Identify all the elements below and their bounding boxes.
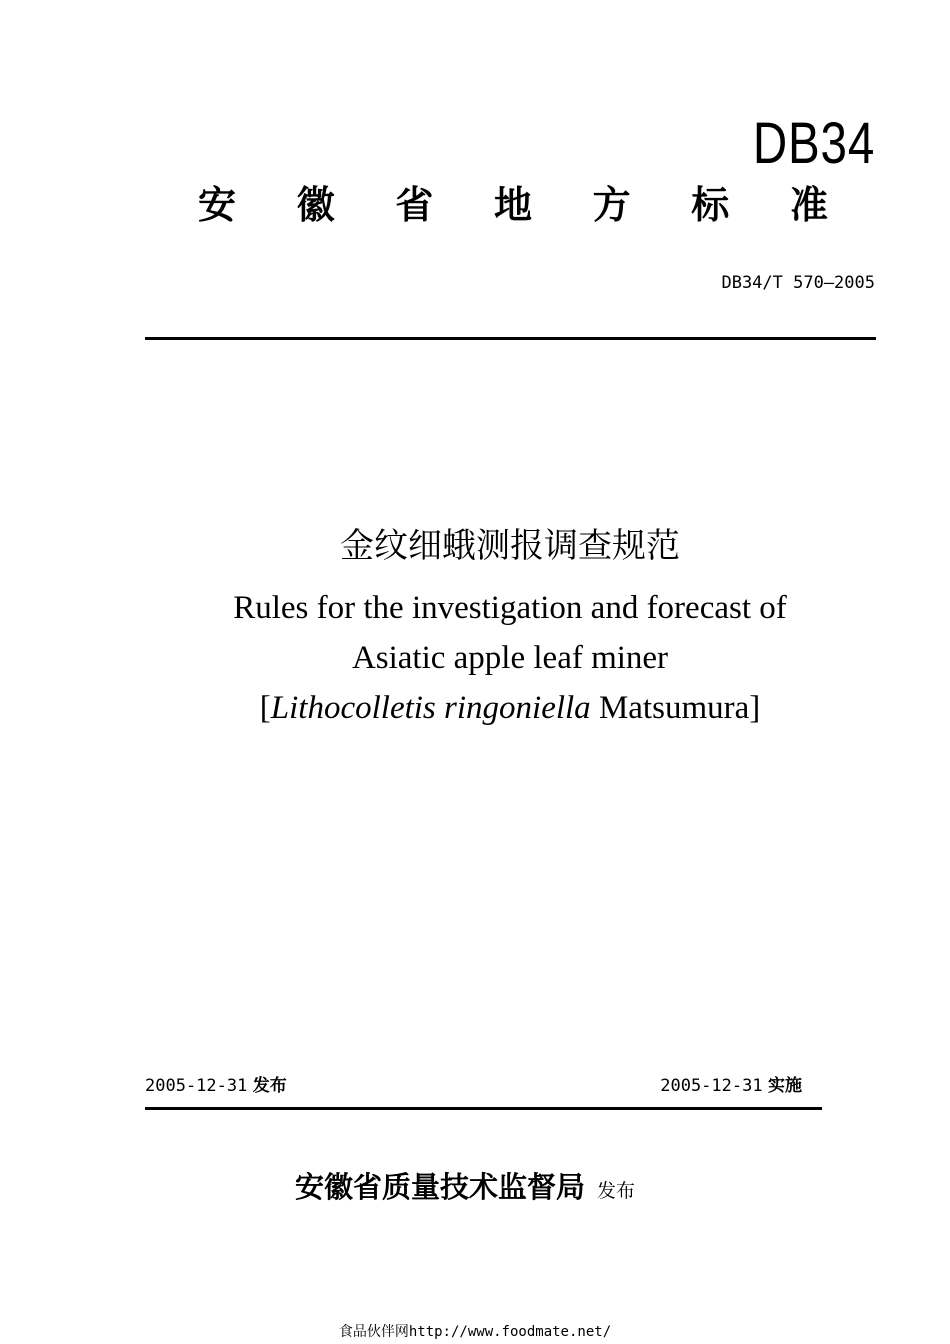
issue-date-label: 发布 [252,1076,287,1096]
publisher [295,1168,635,1206]
standard-type-char: 省 [395,183,434,227]
standard-type-char: 准 [789,183,828,227]
standard-type-heading [198,182,828,228]
implementation-date-label: 实施 [768,1076,802,1096]
bottom-divider [145,1107,822,1110]
title-english-line-2: Asiatic apple leaf miner [351,640,669,676]
title-english-line-3 [0,688,950,728]
standard-type-char: 方 [592,183,631,227]
top-divider [145,337,876,340]
standard-type-char: 标 [691,183,730,227]
standard-number: DB34/T 570—2005 [721,273,875,293]
issue-date-value: 2005-12-31 [145,1076,248,1096]
standard-type-char: 徽 [296,183,335,227]
publisher-suffix: 发布 [597,1180,636,1202]
species-name: Lithocolletis ringoniella [270,690,591,726]
title-chinese: 金纹细蛾测报调查规范 [340,526,680,566]
author-name: Matsumura] [590,690,761,726]
standard-type-char: 地 [493,183,532,227]
standard-type-char: 安 [198,183,237,227]
implementation-date-value: 2005-12-31 [660,1076,763,1096]
implementation-date [660,1075,802,1097]
title-english-line-1: Rules for the investigation and forecast of [233,590,787,626]
bracket-open: [ [259,690,271,726]
issue-date [145,1075,287,1097]
publisher-name: 安徽省质量技术监督局 [295,1170,586,1204]
footer-watermark: 食品伙伴网http://www.foodmate.net/ [338,1324,612,1340]
standard-code-large: DB34 [752,111,875,176]
